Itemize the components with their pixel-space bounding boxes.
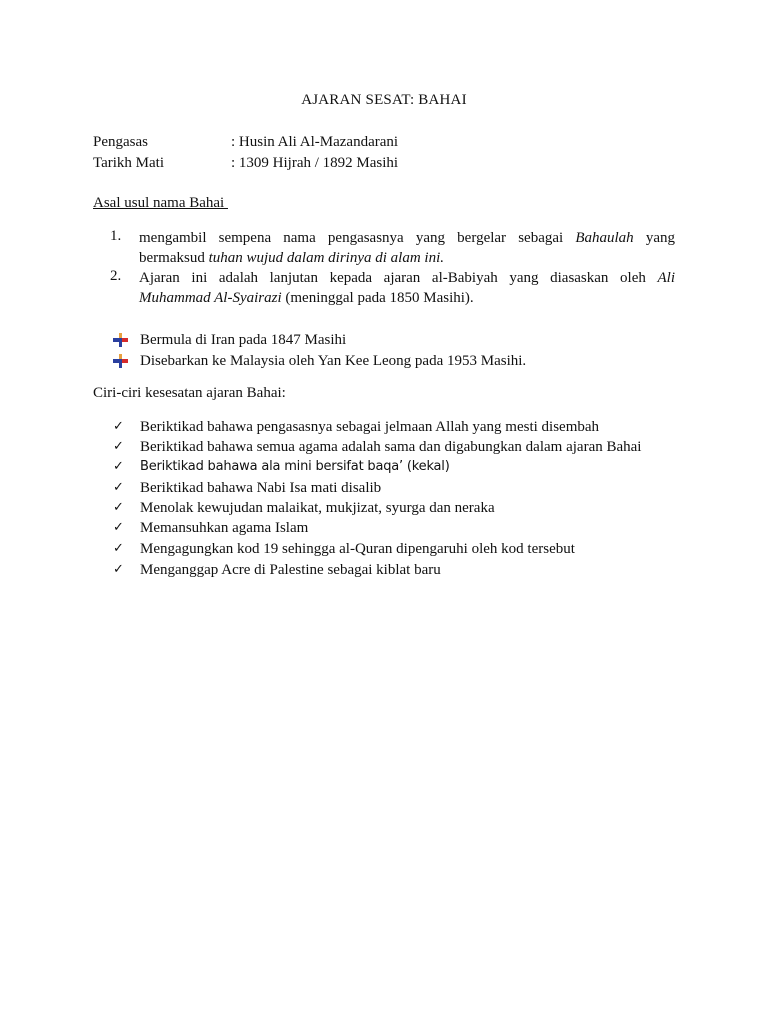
checkmark-icon: ✓	[113, 562, 124, 577]
meta-label: Tarikh Mati	[93, 155, 165, 171]
characteristic-text: Beriktikad bahawa ala mini bersifat baqa’ (kekal)	[140, 459, 450, 474]
characteristic-text: Beriktikad bahawa Nabi Isa mati disalib	[140, 480, 382, 496]
list-item-body	[139, 228, 675, 268]
list-italic-text: Muhammad Al-Syairazi	[139, 290, 282, 306]
list-text: Ajaran ini adalah lanjutan kepada ajaran al-Babiyah yang diasaskan oleh	[139, 270, 658, 286]
characteristic-text: Beriktikad bahawa semua agama adalah sama dan digabungkan dalam ajaran Bahai	[140, 439, 642, 455]
arrow-bullet-icon	[113, 354, 128, 368]
list-italic-text: tuhan wujud dalam dirinya di alam ini.	[208, 250, 445, 266]
checkmark-icon: ✓	[113, 480, 124, 495]
characteristics-heading: Ciri-ciri kesesatan ajaran Bahai:	[93, 385, 286, 401]
meta-label: Pengasas	[93, 134, 148, 150]
fact-text: Disebarkan ke Malaysia oleh Yan Kee Leong pada 1953 Masihi.	[140, 353, 527, 369]
list-line	[139, 288, 675, 308]
list-item-body	[139, 268, 675, 308]
list-text: (meninggal pada 1850 Masihi).	[281, 290, 474, 306]
list-number: 2.	[110, 268, 122, 284]
list-text: yang	[633, 230, 675, 246]
document-title: AJARAN SESAT: BAHAI	[301, 92, 467, 108]
list-line	[139, 268, 675, 288]
characteristic-text: Memansuhkan agama Islam	[140, 520, 309, 536]
checkmark-icon: ✓	[113, 459, 124, 474]
meta-value: : Husin Ali Al-Mazandarani	[231, 134, 399, 150]
checkmark-icon: ✓	[113, 520, 124, 535]
list-text: mengambil sempena nama pengasasnya yang bergelar sebagai	[139, 230, 576, 246]
list-italic-text: Bahaulah	[575, 230, 634, 246]
arrow-bullet-icon	[113, 333, 128, 347]
characteristic-text: Menolak kewujudan malaikat, mukjizat, syurga dan neraka	[140, 500, 495, 516]
list-line	[139, 248, 675, 268]
characteristic-text: Mengagungkan kod 19 sehingga al-Quran dipengaruhi oleh kod tersebut	[140, 541, 575, 557]
list-number: 1.	[110, 228, 122, 244]
meta-value: : 1309 Hijrah / 1892 Masihi	[231, 155, 399, 171]
checkmark-icon: ✓	[113, 541, 124, 556]
characteristic-text: Beriktikad bahawa pengasasnya sebagai jelmaan Allah yang mesti disembah	[140, 419, 600, 435]
origin-heading: Asal usul nama Bahai	[93, 195, 228, 211]
list-text: bermaksud	[139, 250, 209, 266]
list-line	[139, 228, 675, 248]
list-italic-text: Ali	[657, 270, 675, 286]
checkmark-icon: ✓	[113, 500, 124, 515]
checkmark-icon: ✓	[113, 439, 124, 454]
characteristic-text: Menganggap Acre di Palestine sebagai kiblat baru	[140, 562, 441, 578]
checkmark-icon: ✓	[113, 419, 124, 434]
fact-text: Bermula di Iran pada 1847 Masihi	[140, 332, 347, 348]
